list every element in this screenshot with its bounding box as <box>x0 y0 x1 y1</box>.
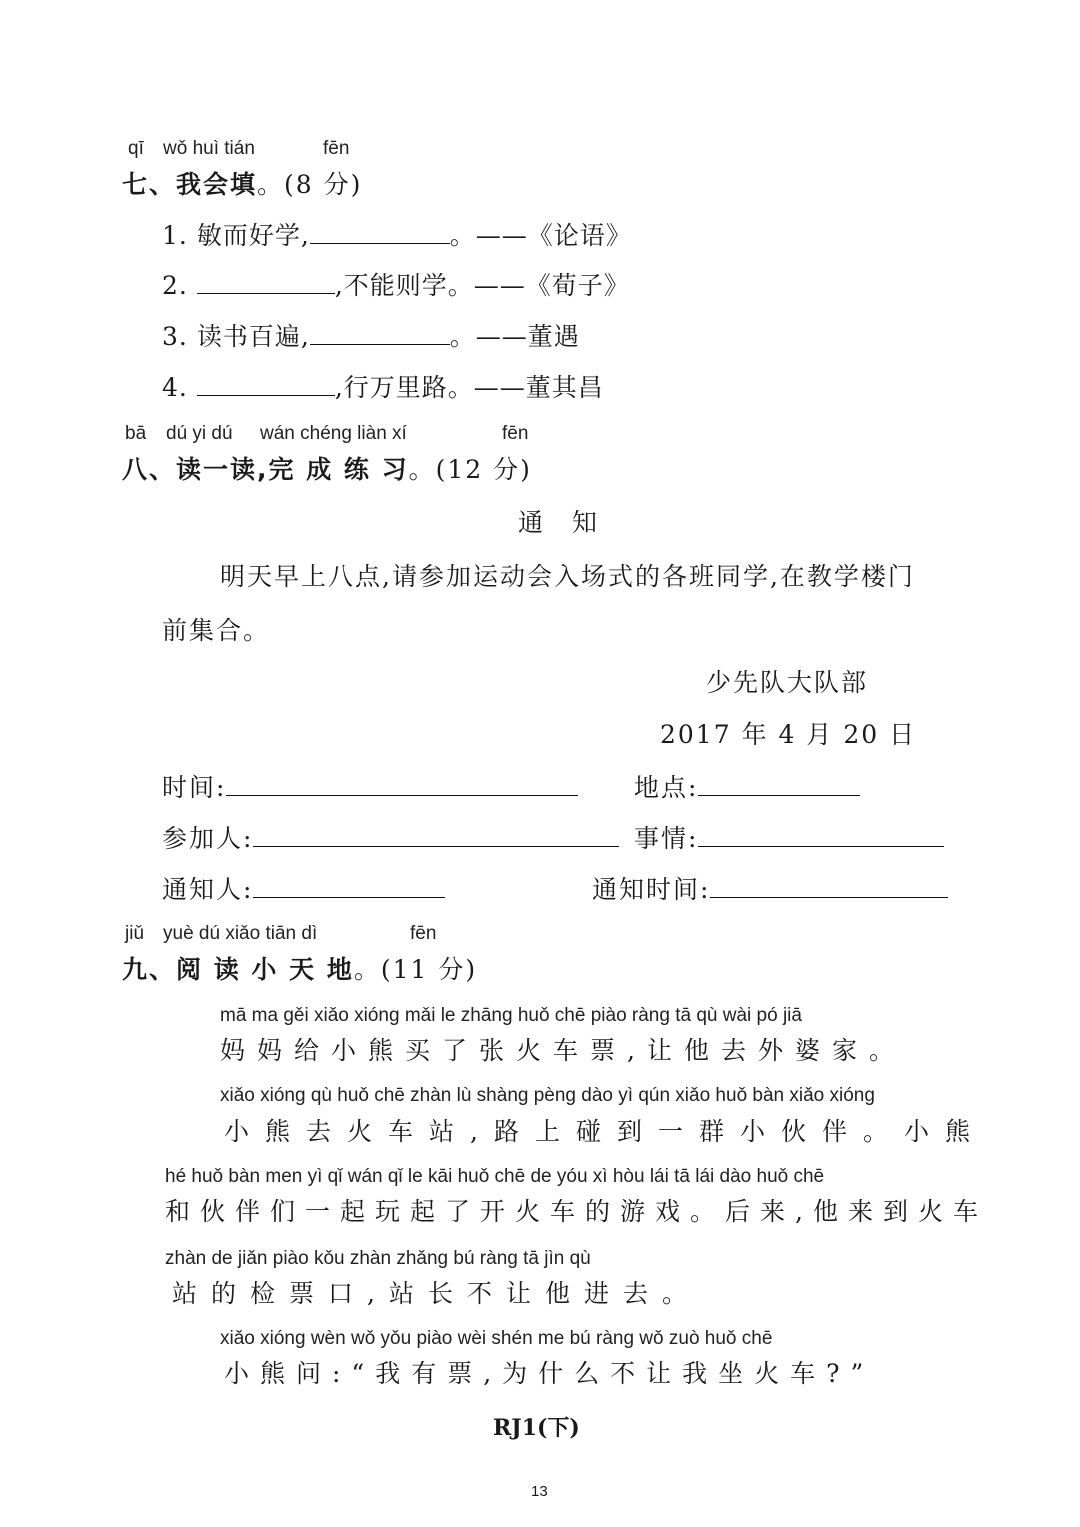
section8-pinyin-wancheng: wán chéng liàn xí <box>260 423 407 444</box>
section9-heading <box>122 950 477 986</box>
item-number: 2. <box>162 271 188 300</box>
section7-pinyin-fen: fēn <box>323 138 350 159</box>
section8-pinyin-fen: fēn <box>502 423 529 444</box>
edition-label: RJ1(下) <box>493 1415 580 1441</box>
section8-pinyin-duyidu: dú yi dú <box>166 423 233 444</box>
section9-title: 九、阅 读 小 天 地 <box>122 955 354 984</box>
notice-body-line2: 前集合。 <box>162 616 271 645</box>
section8-heading <box>122 450 532 486</box>
fill-item-4 <box>162 368 604 404</box>
answer-blank[interactable] <box>197 371 335 396</box>
field-notifier <box>162 870 445 906</box>
section7-score: 。(8 分) <box>257 170 363 199</box>
notice-signer: 少先队大队部 <box>706 668 869 697</box>
notice-title: 通 知 <box>518 508 600 537</box>
story-line-2: 小熊去火车站,路上碰到一群小伙伴。小熊 <box>224 1117 986 1146</box>
field-label: 地点: <box>634 773 699 802</box>
notifier-blank[interactable] <box>253 873 445 898</box>
field-participants <box>162 819 619 855</box>
fill-item-2 <box>162 266 630 302</box>
section7-title: 七、我会填 <box>122 170 258 199</box>
notice-body-line1: 明天早上八点,请参加运动会入场式的各班同学,在教学楼门 <box>220 562 915 591</box>
fill-item-1 <box>162 216 632 252</box>
item-text-before: 敏而好学, <box>196 221 310 250</box>
section7-pinyin-qi: qī <box>128 138 144 159</box>
field-place <box>634 768 860 804</box>
item-number: 3. <box>162 322 188 351</box>
story-pinyin-3: hé huǒ bàn men yì qǐ wán qǐ le kāi huǒ chē de yóu xì hòu lái tā lái dào huǒ chē <box>165 1166 825 1187</box>
section9-score: 。(11 分) <box>353 955 478 984</box>
section8-pinyin-ba: bā <box>125 423 147 444</box>
section7-pinyin-title: wǒ huì tián <box>163 138 255 159</box>
field-label: 参加人: <box>162 824 254 853</box>
matter-blank[interactable] <box>698 822 944 847</box>
answer-blank[interactable] <box>310 219 450 244</box>
section8-score: 。(12 分) <box>408 455 532 484</box>
story-line-1: 妈妈给小熊买了张火车票,让他去外婆家。 <box>220 1036 906 1065</box>
section7-heading <box>122 165 362 201</box>
section9-pinyin-title: yuè dú xiǎo tiān dì <box>163 923 318 944</box>
notify-time-blank[interactable] <box>710 873 948 898</box>
field-notify-time <box>592 870 948 906</box>
section9-pinyin-jiu: jiǔ <box>125 923 145 944</box>
field-label: 通知人: <box>162 875 254 904</box>
fill-item-3 <box>162 317 580 353</box>
participants-blank[interactable] <box>253 822 619 847</box>
section8-title: 八、读一读,完 成 练 习 <box>122 455 409 484</box>
field-label: 通知时间: <box>592 875 711 904</box>
story-pinyin-5: xiǎo xióng wèn wǒ yǒu piào wèi shén me bú ràng wǒ zuò huǒ chē <box>220 1328 773 1349</box>
story-line-5: 小熊问:“我有票,为什么不让我坐火车?” <box>224 1359 875 1388</box>
field-label: 时间: <box>162 773 227 802</box>
answer-blank[interactable] <box>197 269 335 294</box>
story-line-4: 站的检票口,站长不让他进去。 <box>172 1279 701 1308</box>
story-pinyin-2: xiǎo xióng qù huǒ chē zhàn lù shàng pèng dào yì qún xiǎo huǒ bàn xiǎo xióng <box>220 1085 875 1106</box>
section9-pinyin-fen: fēn <box>410 923 437 944</box>
time-blank[interactable] <box>226 771 578 796</box>
item-text-after: ,行万里路。——董其昌 <box>334 373 604 402</box>
item-text-before: 读书百遍, <box>196 322 310 351</box>
story-pinyin-1: mā ma gěi xiǎo xióng mǎi le zhāng huǒ chē piào ràng tā qù wài pó jiā <box>220 1005 802 1026</box>
page-number: 13 <box>531 1483 548 1500</box>
item-text-after: 。——董遇 <box>449 322 580 351</box>
field-label: 事情: <box>634 824 699 853</box>
place-blank[interactable] <box>698 771 860 796</box>
item-number: 1. <box>162 221 188 250</box>
story-line-3: 和伙伴们一起玩起了开火车的游戏。后来,他来到火车 <box>165 1197 988 1226</box>
item-text-after: ,不能则学。——《荀子》 <box>334 271 630 300</box>
answer-blank[interactable] <box>310 320 450 345</box>
field-time <box>162 768 578 804</box>
story-pinyin-4: zhàn de jiǎn piào kǒu zhàn zhǎng bú ràng tā jìn qù <box>165 1248 591 1269</box>
field-matter <box>634 819 944 855</box>
notice-date: 2017 年 4 月 20 日 <box>660 720 917 749</box>
item-number: 4. <box>162 373 188 402</box>
item-text-after: 。——《论语》 <box>449 221 632 250</box>
